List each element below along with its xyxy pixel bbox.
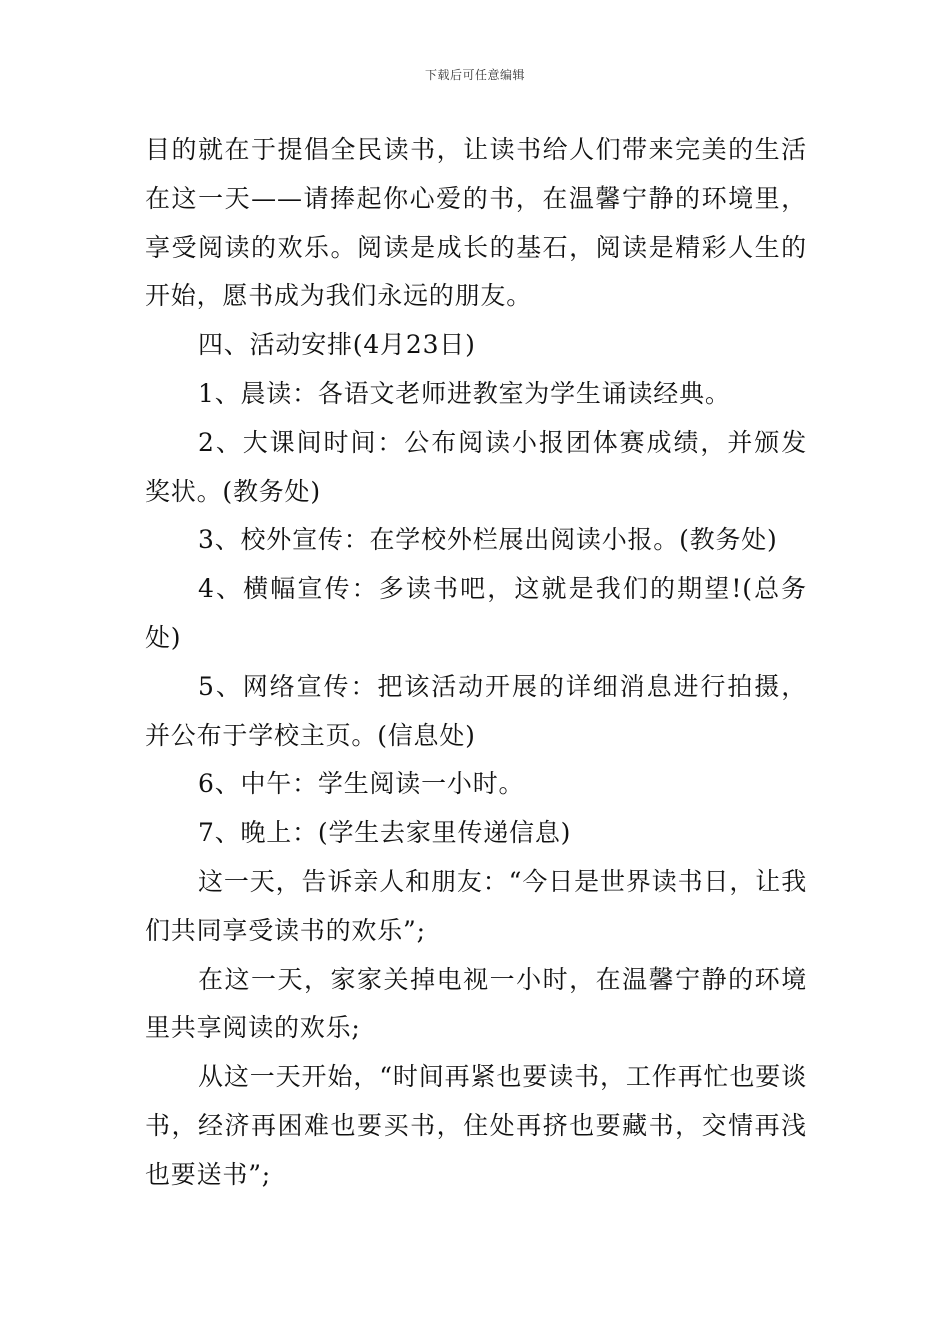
activity-item-6: 6、中午：学生阅读一小时。 xyxy=(198,769,525,799)
page-header: 下载后可任意编辑 xyxy=(424,68,525,82)
document-body xyxy=(145,126,807,1200)
activity-item-1: 1、晨读：各语文老师进教室为学生诵读经典。 xyxy=(198,378,731,408)
activity-item-5: 5、网络宣传：把该活动开展的详细消息进行拍摄，并公布于学校主页。(信息处) xyxy=(145,671,807,750)
activity-item-4: 4、横幅宣传：多读书吧，这就是我们的期望!(总务处) xyxy=(145,574,807,652)
paragraph-tell-family: 这一天，告诉亲人和朋友：“今日是世界读书日，让我们共同享受读书的欢乐”; xyxy=(145,866,807,945)
paragraph-from-this-day: 从这一天开始，“时间再紧也要读书，工作再忙也要谈书，经济再困难也要买书，住处再挤也要藏书，交情再浅也要送书”; xyxy=(145,1062,807,1189)
paragraph-intro: 目的就在于提倡全民读书，让读书给人们带来完美的生活在这一天——请捧起你心爱的书，在温馨宁静的环境里，享受阅读的欢乐。阅读是成长的基石，阅读是精彩人生的开始，愿书成为我们永远的朋友。 xyxy=(145,135,807,311)
paragraph-tv-off: 在这一天，家家关掉电视一小时，在温馨宁静的环境里共享阅读的欢乐; xyxy=(145,964,807,1043)
activity-item-7: 7、晚上：(学生去家里传递信息) xyxy=(198,818,572,848)
section-heading-activities: 四、活动安排(4月23日) xyxy=(198,330,476,360)
activity-item-2: 2、大课间时间：公布阅读小报团体赛成绩，并颁发奖状。(教务处) xyxy=(145,427,807,506)
activity-item-3: 3、校外宣传：在学校外栏展出阅读小报。(教务处) xyxy=(198,525,778,555)
